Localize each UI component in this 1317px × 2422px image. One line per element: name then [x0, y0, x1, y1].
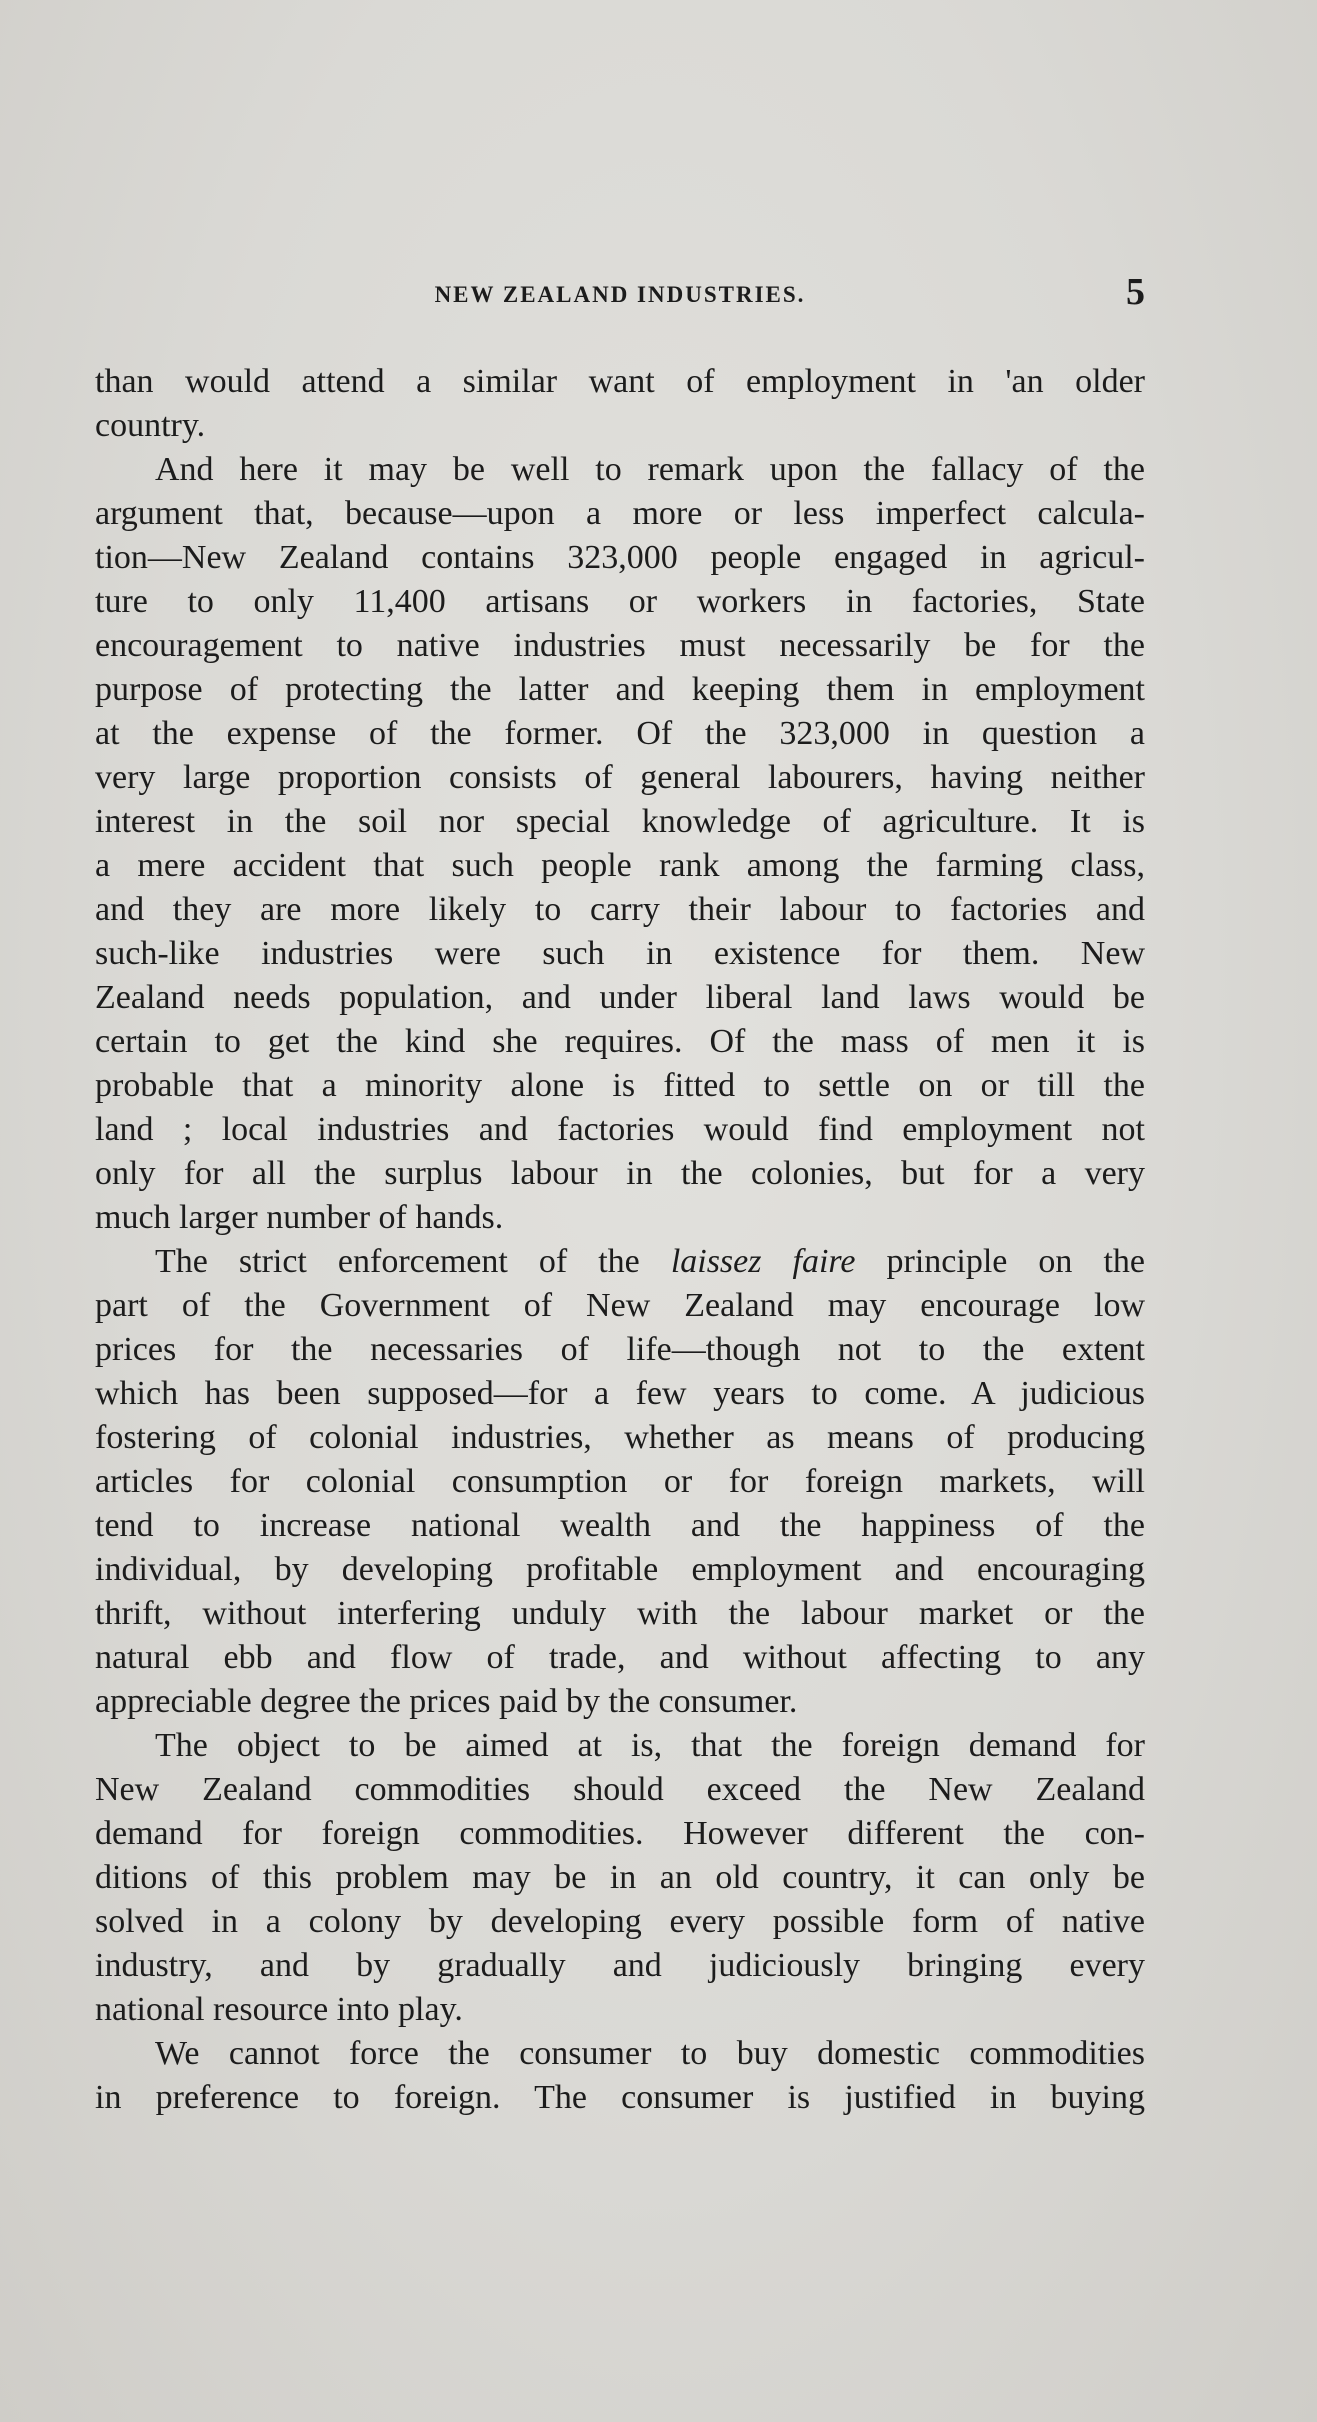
text-line: national resource into play. — [95, 1991, 463, 2028]
body-text — [95, 360, 1145, 2120]
text-line: country. — [95, 407, 206, 444]
text-line: demand for foreign commodities. However different the con- — [95, 1815, 1145, 1852]
running-title: NEW ZEALAND INDUSTRIES. — [434, 282, 806, 307]
text-line: and they are more likely to carry their labour to factories and — [95, 891, 1145, 928]
text-line: such-like industries were such in existence for them. New — [95, 935, 1145, 972]
text-line: interest in the soil nor special knowledge of agriculture. It is — [95, 803, 1145, 840]
text-line: ture to only 11,400 artisans or workers in factories, State — [95, 583, 1145, 620]
running-head — [95, 270, 1145, 320]
text-span: principle on the — [886, 1243, 1145, 1280]
text-line: argument that, because—upon a more or less imperfect calcula- — [95, 495, 1145, 532]
text-line: Zealand needs population, and under liberal land laws would be — [95, 979, 1145, 1016]
text-line: appreciable degree the prices paid by the consumer. — [95, 1683, 798, 1720]
text-line: encouragement to native industries must necessarily be for the — [95, 627, 1145, 664]
text-line: prices for the necessaries of life—though not to the extent — [95, 1331, 1145, 1368]
text-line: probable that a minority alone is fitted to settle on or till the — [95, 1067, 1145, 1104]
text-line: much larger number of hands. — [95, 1199, 504, 1236]
text-line: part of the Government of New Zealand may encourage low — [95, 1287, 1145, 1324]
text-line: New Zealand commodities should exceed the New Zealand — [95, 1771, 1145, 1808]
text-line: tend to increase national wealth and the happiness of the — [95, 1507, 1145, 1544]
text-line: at the expense of the former. Of the 323,000 in question a — [95, 715, 1145, 752]
text-line: a mere accident that such people rank among the farming class, — [95, 847, 1145, 884]
text-line: only for all the surplus labour in the colonies, but for a very — [95, 1155, 1145, 1192]
text-line: ditions of this problem may be in an old country, it can only be — [95, 1859, 1145, 1896]
text-line: individual, by developing profitable employment and encouraging — [95, 1551, 1145, 1588]
text-line: natural ebb and flow of trade, and without affecting to any — [95, 1639, 1145, 1676]
text-line: very large proportion consists of general labourers, having neither — [95, 759, 1145, 796]
text-line: land ; local industries and factories would find employment not — [95, 1111, 1145, 1148]
text-line: in preference to foreign. The consumer is justified in buying — [95, 2079, 1145, 2116]
paragraph-first-line: The object to be aimed at is, that the foreign demand for — [155, 1727, 1145, 1764]
paragraph-first-line — [95, 1240, 1145, 1284]
text-line: certain to get the kind she requires. Of the mass of men it is — [95, 1023, 1145, 1060]
text-span: The strict enforcement of the — [155, 1243, 640, 1280]
page-number: 5 — [1126, 271, 1145, 313]
text-line: thrift, without interfering unduly with the labour market or the — [95, 1595, 1145, 1632]
text-line: which has been supposed—for a few years to come. A judicious — [95, 1375, 1145, 1412]
text-line: industry, and by gradually and judiciously bringing every — [95, 1947, 1145, 1984]
text-line: fostering of colonial industries, whether as means of producing — [95, 1419, 1145, 1456]
text-line: purpose of protecting the latter and keeping them in employment — [95, 671, 1145, 708]
text-line: than would attend a similar want of employment in 'an older — [95, 363, 1145, 400]
italic-phrase: laissez faire — [670, 1243, 856, 1280]
text-line: tion—New Zealand contains 323,000 people engaged in agricul- — [95, 539, 1145, 576]
text-line: solved in a colony by developing every possible form of native — [95, 1903, 1145, 1940]
paragraph-first-line: We cannot force the consumer to buy domestic commodities — [155, 2035, 1145, 2072]
text-line: articles for colonial consumption or for foreign markets, will — [95, 1463, 1145, 1500]
paragraph-first-line: And here it may be well to remark upon the fallacy of the — [155, 451, 1145, 488]
